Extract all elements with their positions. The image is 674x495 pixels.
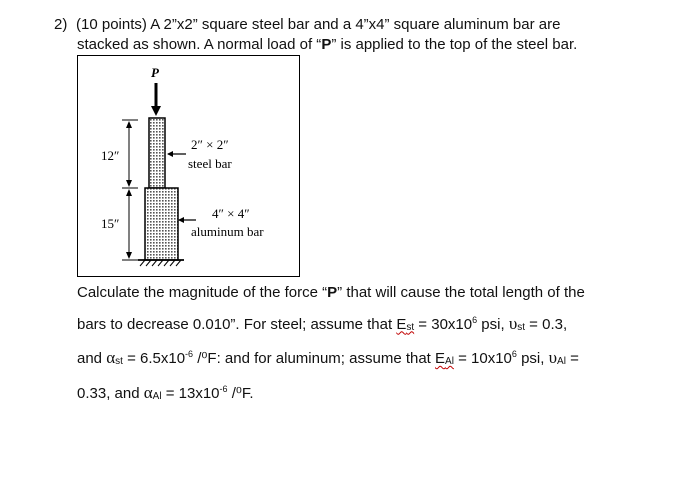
- question-line-2-end: ” is applied to the top of the steel bar.: [331, 36, 578, 53]
- text: = 13x10: [161, 384, 220, 402]
- bar-figure: [77, 55, 300, 277]
- aluminum-modulus-symbol: [435, 350, 454, 367]
- text: /⁰F.: [227, 384, 254, 402]
- aluminum-pointer: [178, 217, 196, 223]
- poisson-symbol: υ: [548, 348, 558, 367]
- statement-line-2: [77, 307, 637, 342]
- subscript-al: Al: [152, 390, 162, 402]
- load-symbol: P: [327, 284, 338, 301]
- thermal-coefficient-symbol: α: [106, 348, 116, 367]
- text: = 30x10: [414, 315, 473, 333]
- text: bars to decrease 0.010”. For steel; assume that: [77, 315, 397, 333]
- text: = 0.3,: [525, 315, 568, 333]
- statement-line-1: [77, 280, 637, 307]
- steel-pointer: [167, 151, 186, 157]
- problem-statement: [77, 280, 637, 410]
- symbol-E: E: [396, 315, 407, 333]
- exponent: -6: [185, 349, 194, 359]
- question-header: [54, 15, 577, 55]
- subscript-st: st: [115, 356, 123, 367]
- statement-line-3: [77, 341, 637, 376]
- text: =: [565, 350, 579, 367]
- question-line-1-text: (10 points) A 2”x2” square steel bar and a 4”x4” square aluminum bar are: [76, 16, 561, 33]
- exponent: -6: [219, 383, 228, 394]
- steel-bar: [149, 118, 165, 188]
- symbol-E: E: [435, 350, 446, 367]
- text: = 6.5x10: [122, 350, 186, 367]
- question-load-symbol: P: [321, 36, 332, 53]
- aluminum-size-label: 4″ × 4″: [212, 206, 250, 221]
- text: Calculate the magnitude of the force “: [77, 284, 328, 301]
- question-line-2: [54, 35, 577, 55]
- load-arrow: [151, 83, 161, 116]
- question-number: 2): [54, 16, 68, 33]
- aluminum-name-label: aluminum bar: [191, 224, 264, 239]
- text: psi,: [477, 315, 509, 333]
- subscript-al: Al: [445, 356, 454, 367]
- aluminum-bar: [145, 188, 178, 260]
- steel-modulus-symbol: [396, 316, 414, 333]
- ground-support: [138, 260, 184, 266]
- text: = 10x10: [453, 350, 512, 367]
- steel-length-label: 12″: [101, 148, 120, 163]
- question-line-1: [54, 15, 577, 35]
- aluminum-length-label: 15″: [101, 216, 120, 231]
- statement-line-4: [77, 376, 637, 411]
- text: 0.33, and: [77, 384, 144, 402]
- text: /⁰F: and for aluminum; assume that: [193, 350, 436, 367]
- exponent: 6: [511, 349, 517, 359]
- exponent: 6: [472, 314, 478, 325]
- aluminum-dimension: [122, 189, 138, 260]
- steel-name-label: steel bar: [188, 156, 232, 171]
- steel-dimension: [122, 120, 138, 188]
- question-line-2-start: stacked as shown. A normal load of “: [77, 36, 322, 53]
- thermal-coefficient-symbol: α: [143, 382, 153, 402]
- steel-size-label: 2″ × 2″: [191, 137, 229, 152]
- subscript-st: st: [517, 321, 526, 333]
- subscript-al: Al: [557, 356, 566, 367]
- subscript-st: st: [406, 321, 415, 333]
- text: ” that will cause the total length of the: [337, 284, 585, 301]
- poisson-symbol: υ: [508, 313, 518, 333]
- text: and: [77, 350, 107, 367]
- load-label: P: [151, 65, 159, 80]
- text: psi,: [516, 350, 549, 367]
